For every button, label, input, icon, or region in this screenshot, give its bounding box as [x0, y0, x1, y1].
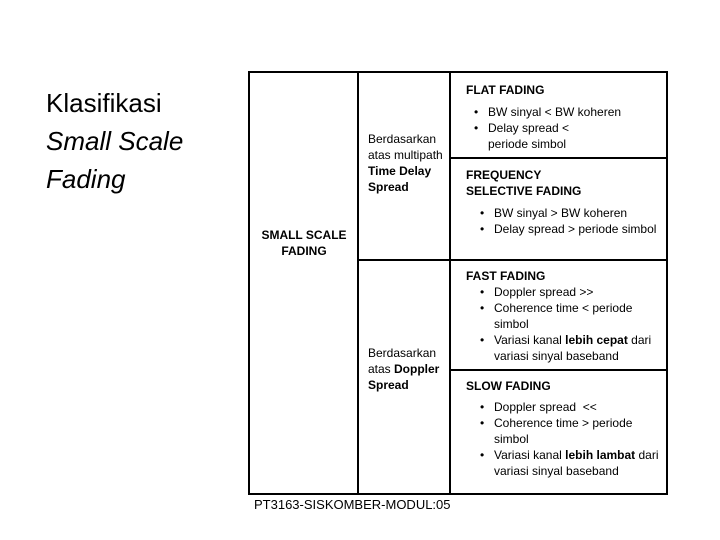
branch-doppler-plain: atas — [368, 362, 395, 376]
frequency-title-line-2: SELECTIVE FADING — [466, 184, 582, 198]
fast-variasi-post: dari variasi sinyal baseband — [494, 333, 652, 363]
branch-doppler — [368, 345, 458, 393]
list-item — [472, 332, 664, 364]
list-item: • Doppler spread >> — [472, 284, 660, 300]
divider-top-leaves — [449, 157, 666, 159]
list-item: • BW sinyal < BW koheren — [466, 104, 660, 120]
branch-doppler-line-1: Berdasarkan — [368, 346, 437, 360]
frequency-title-line-1: FREQUENCY — [466, 168, 542, 182]
leaf-flat-fading — [466, 82, 660, 152]
fast-variasi-pre: Variasi kanal — [494, 333, 566, 347]
title-line-1: Klasifikasi — [46, 88, 162, 118]
slow-fading-title: SLOW FADING — [466, 379, 551, 393]
divider-bottom-leaves — [449, 369, 666, 371]
leaf-slow-fading — [466, 378, 660, 479]
fast-fading-title: FAST FADING — [466, 269, 546, 283]
divider-branch-row — [357, 259, 666, 261]
list-item: • Coherence time > periode simbol — [472, 415, 644, 447]
slow-variasi-pre: Variasi kanal — [494, 448, 566, 462]
title-line-3: Fading — [46, 164, 126, 194]
slide-title — [46, 84, 183, 198]
divider-root — [357, 73, 359, 493]
footer-label: PT3163-SISKOMBER-MODUL:05 — [254, 497, 451, 512]
classification-diagram — [248, 71, 668, 495]
flat-fading-list — [466, 104, 660, 152]
list-item: • Doppler spread << — [472, 399, 660, 415]
root-line-2: FADING — [281, 244, 327, 258]
branch-time-delay-line-4: Spread — [368, 180, 409, 194]
flat-fading-title: FLAT FADING — [466, 83, 545, 97]
branch-doppler-line-2 — [368, 361, 458, 377]
frequency-selective-title — [466, 167, 660, 199]
list-item: • Delay spread < periode simbol — [466, 120, 608, 152]
slow-variasi-bold: lebih lambat — [565, 448, 636, 462]
list-item: • Delay spread > periode simbol — [472, 221, 660, 237]
frequency-selective-list — [466, 205, 660, 237]
slow-variasi-post: dari variasi sinyal baseband — [494, 448, 659, 478]
branch-time-delay-line-2: atas multipath — [368, 148, 443, 162]
title-line-2: Small Scale — [46, 126, 184, 156]
branch-doppler-bold: Doppler — [394, 362, 440, 376]
branch-doppler-line-3: Spread — [368, 378, 409, 392]
branch-time-delay — [368, 131, 458, 195]
leaf-fast-fading — [466, 268, 660, 364]
list-item — [472, 447, 666, 479]
leaf-frequency-selective — [466, 167, 660, 237]
branch-time-delay-line-3: Time Delay — [368, 164, 432, 178]
fast-fading-list — [466, 284, 660, 364]
slow-fading-list — [466, 399, 660, 479]
root-node-label — [250, 227, 358, 259]
list-item: • BW sinyal > BW koheren — [472, 205, 660, 221]
branch-time-delay-line-1: Berdasarkan — [368, 132, 437, 146]
list-item: • Coherence time < periode simbol — [472, 300, 644, 332]
root-line-1: SMALL SCALE — [261, 228, 347, 242]
fast-variasi-bold: lebih cepat — [565, 333, 628, 347]
